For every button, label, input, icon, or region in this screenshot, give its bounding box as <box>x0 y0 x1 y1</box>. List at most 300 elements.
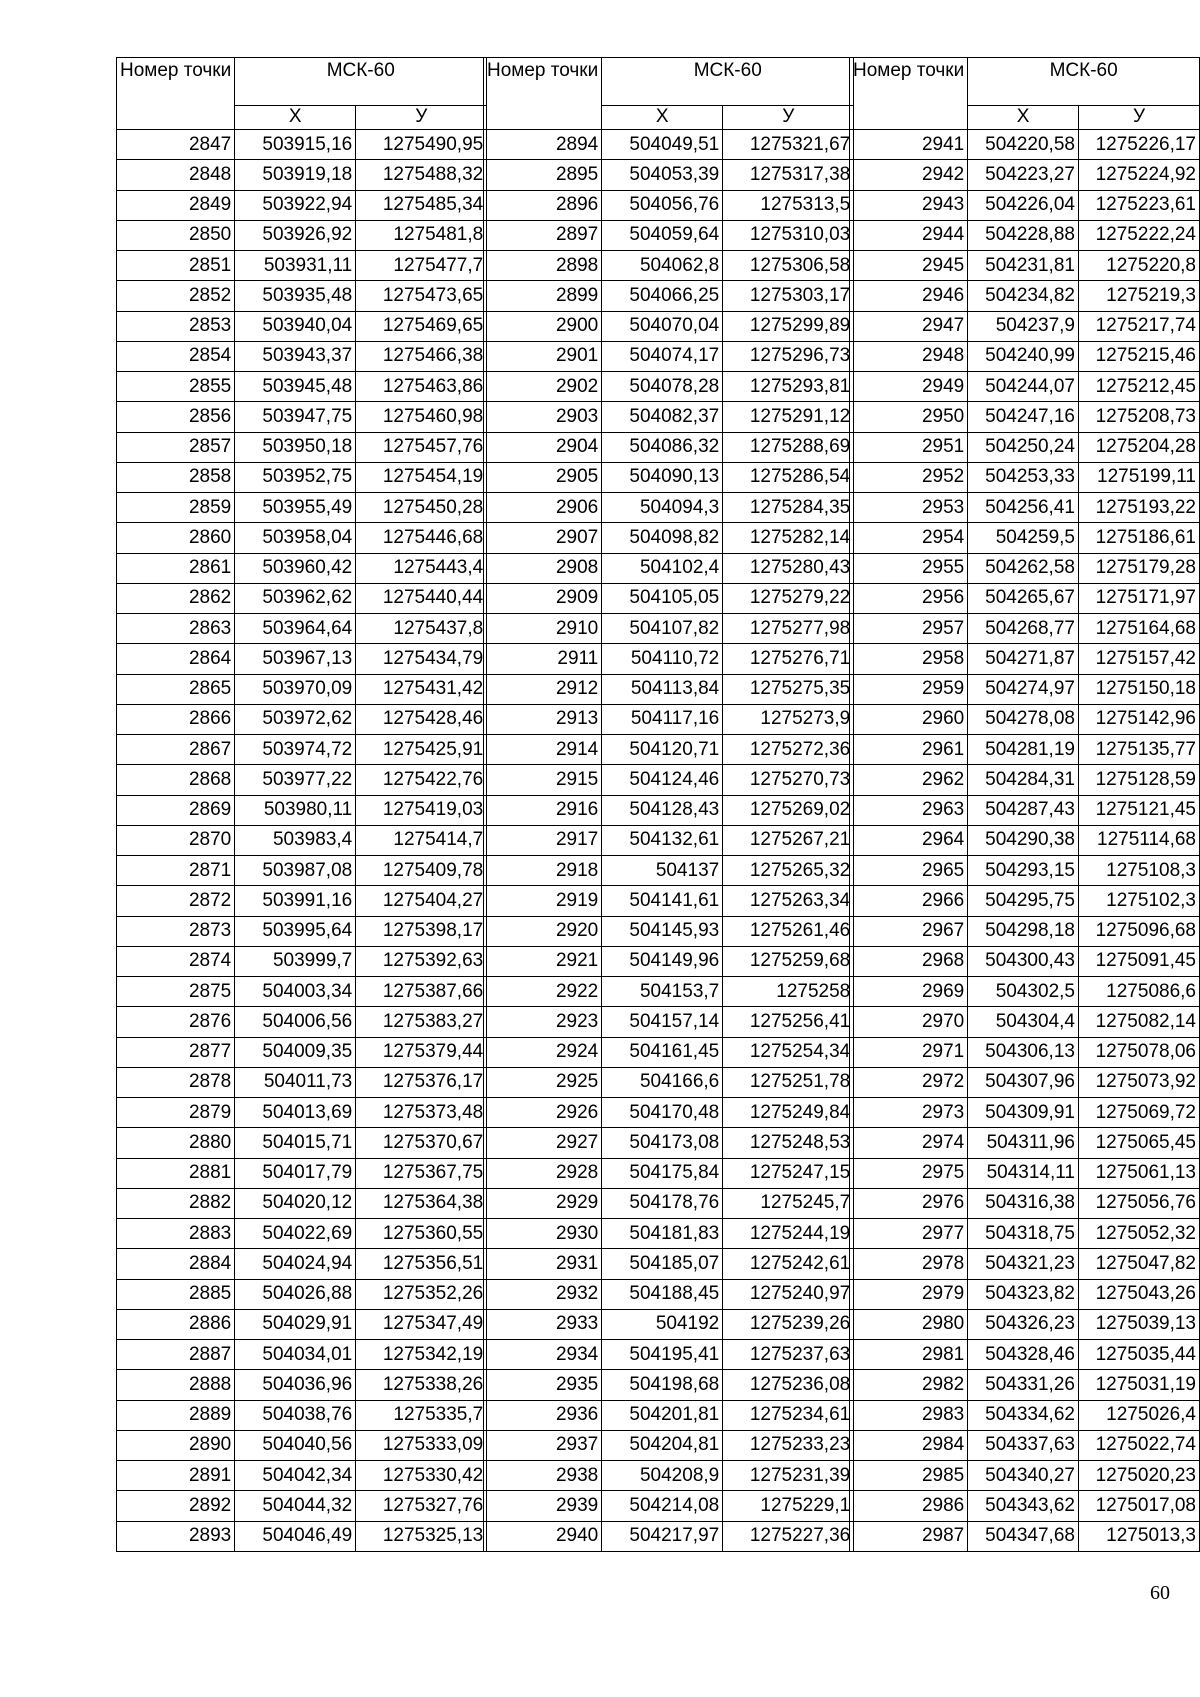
x-coordinate-cell: 504298,18 <box>968 916 1079 946</box>
table-row <box>117 1400 487 1430</box>
y-coordinate-cell: 1275150,18 <box>1078 674 1199 704</box>
x-coordinate-cell: 504217,97 <box>602 1521 723 1551</box>
x-coordinate-cell: 504062,8 <box>602 251 723 281</box>
point-number-cell: 2950 <box>850 402 968 432</box>
coordinate-table-3 <box>849 57 1200 1552</box>
header-coordinate-system: МСК-60 <box>968 58 1200 106</box>
table-row <box>117 311 487 341</box>
x-coordinate-cell: 504284,31 <box>968 765 1079 795</box>
x-coordinate-cell: 504026,88 <box>235 1279 356 1309</box>
table-row <box>484 1067 854 1097</box>
x-coordinate-cell: 504053,39 <box>602 160 723 190</box>
x-coordinate-cell: 504228,88 <box>968 220 1079 250</box>
x-coordinate-cell: 504070,04 <box>602 311 723 341</box>
point-number-cell: 2919 <box>484 886 602 916</box>
x-coordinate-cell: 504198,68 <box>602 1370 723 1400</box>
y-coordinate-cell: 1275157,42 <box>1078 644 1199 674</box>
point-number-cell: 2966 <box>850 886 968 916</box>
x-coordinate-cell: 504343,62 <box>968 1491 1079 1521</box>
table-row <box>484 765 854 795</box>
x-coordinate-cell: 503980,11 <box>235 795 356 825</box>
x-coordinate-cell: 504173,08 <box>602 1128 723 1158</box>
point-number-cell: 2955 <box>850 553 968 583</box>
point-number-cell: 2941 <box>850 130 968 160</box>
x-coordinate-cell: 503977,22 <box>235 765 356 795</box>
y-coordinate-cell: 1275347,49 <box>356 1309 487 1339</box>
table-row <box>850 1370 1200 1400</box>
y-coordinate-cell: 1275267,21 <box>723 825 854 855</box>
x-coordinate-cell: 504110,72 <box>602 644 723 674</box>
table-row <box>850 1128 1200 1158</box>
table-row <box>850 281 1200 311</box>
point-number-cell: 2968 <box>850 946 968 976</box>
x-coordinate-cell: 504265,67 <box>968 583 1079 613</box>
table-row <box>850 1491 1200 1521</box>
y-coordinate-cell: 1275226,17 <box>1078 130 1199 160</box>
point-number-cell: 2861 <box>117 553 235 583</box>
x-coordinate-cell: 504334,62 <box>968 1400 1079 1430</box>
table-row <box>850 1067 1200 1097</box>
point-number-cell: 2849 <box>117 190 235 220</box>
point-number-cell: 2944 <box>850 220 968 250</box>
point-number-cell: 2889 <box>117 1400 235 1430</box>
table-row <box>484 1128 854 1158</box>
point-number-cell: 2848 <box>117 160 235 190</box>
x-coordinate-cell: 504034,01 <box>235 1340 356 1370</box>
y-coordinate-cell: 1275227,36 <box>723 1521 854 1551</box>
table-row <box>117 1098 487 1128</box>
point-number-cell: 2958 <box>850 644 968 674</box>
x-coordinate-cell: 503995,64 <box>235 916 356 946</box>
y-coordinate-cell: 1275272,36 <box>723 735 854 765</box>
y-coordinate-cell: 1275233,23 <box>723 1430 854 1460</box>
x-coordinate-cell: 504022,69 <box>235 1219 356 1249</box>
y-coordinate-cell: 1275310,03 <box>723 220 854 250</box>
point-number-cell: 2917 <box>484 825 602 855</box>
y-coordinate-cell: 1275265,32 <box>723 856 854 886</box>
table-row <box>850 1400 1200 1430</box>
table-row <box>484 251 854 281</box>
x-coordinate-cell: 504223,27 <box>968 160 1079 190</box>
point-number-cell: 2882 <box>117 1188 235 1218</box>
y-coordinate-cell: 1275379,44 <box>356 1037 487 1067</box>
x-coordinate-cell: 503964,64 <box>235 614 356 644</box>
table-row <box>484 372 854 402</box>
x-coordinate-cell: 504244,07 <box>968 372 1079 402</box>
table-row <box>117 190 487 220</box>
table-row <box>484 886 854 916</box>
y-coordinate-cell: 1275313,5 <box>723 190 854 220</box>
point-number-cell: 2940 <box>484 1521 602 1551</box>
table-row <box>117 1037 487 1067</box>
point-number-cell: 2898 <box>484 251 602 281</box>
table-row <box>850 1521 1200 1551</box>
y-coordinate-cell: 1275409,78 <box>356 856 487 886</box>
table-row <box>117 1461 487 1491</box>
point-number-cell: 2957 <box>850 614 968 644</box>
y-coordinate-cell: 1275114,68 <box>1078 825 1199 855</box>
point-number-cell: 2865 <box>117 674 235 704</box>
table-row <box>850 795 1200 825</box>
y-coordinate-cell: 1275275,35 <box>723 674 854 704</box>
point-number-cell: 2879 <box>117 1098 235 1128</box>
y-coordinate-cell: 1275293,81 <box>723 372 854 402</box>
point-number-cell: 2850 <box>117 220 235 250</box>
x-coordinate-cell: 504078,28 <box>602 372 723 402</box>
y-coordinate-cell: 1275376,17 <box>356 1067 487 1097</box>
y-coordinate-cell: 1275229,1 <box>723 1491 854 1521</box>
point-number-cell: 2902 <box>484 372 602 402</box>
y-coordinate-cell: 1275325,13 <box>356 1521 487 1551</box>
point-number-cell: 2948 <box>850 341 968 371</box>
x-coordinate-cell: 504237,9 <box>968 311 1079 341</box>
x-coordinate-cell: 504117,16 <box>602 704 723 734</box>
header-coordinate-system: МСК-60 <box>602 58 854 106</box>
y-coordinate-cell: 1275296,73 <box>723 341 854 371</box>
point-number-cell: 2969 <box>850 977 968 1007</box>
x-coordinate-cell: 504247,16 <box>968 402 1079 432</box>
table-row <box>117 765 487 795</box>
table-row <box>117 160 487 190</box>
point-number-cell: 2858 <box>117 462 235 492</box>
x-coordinate-cell: 504195,41 <box>602 1340 723 1370</box>
y-coordinate-cell: 1275473,65 <box>356 281 487 311</box>
x-coordinate-cell: 503967,13 <box>235 644 356 674</box>
point-number-cell: 2885 <box>117 1279 235 1309</box>
table-row <box>117 341 487 371</box>
point-number-cell: 2967 <box>850 916 968 946</box>
point-number-cell: 2867 <box>117 735 235 765</box>
table-row <box>484 341 854 371</box>
table-row <box>850 946 1200 976</box>
point-number-cell: 2947 <box>850 311 968 341</box>
y-coordinate-cell: 1275279,22 <box>723 583 854 613</box>
y-coordinate-cell: 1275236,08 <box>723 1370 854 1400</box>
x-coordinate-cell: 504262,58 <box>968 553 1079 583</box>
y-coordinate-cell: 1275373,48 <box>356 1098 487 1128</box>
y-coordinate-cell: 1275091,45 <box>1078 946 1199 976</box>
table-row <box>850 311 1200 341</box>
x-coordinate-cell: 504038,76 <box>235 1400 356 1430</box>
point-number-cell: 2983 <box>850 1400 968 1430</box>
table-row <box>484 1219 854 1249</box>
point-number-cell: 2892 <box>117 1491 235 1521</box>
table-row <box>850 614 1200 644</box>
y-coordinate-cell: 1275342,19 <box>356 1340 487 1370</box>
table-row <box>850 523 1200 553</box>
y-coordinate-cell: 1275212,45 <box>1078 372 1199 402</box>
table-row <box>117 372 487 402</box>
point-number-cell: 2981 <box>850 1340 968 1370</box>
x-coordinate-cell: 504293,15 <box>968 856 1079 886</box>
point-number-cell: 2888 <box>117 1370 235 1400</box>
y-coordinate-cell: 1275069,72 <box>1078 1098 1199 1128</box>
table-row <box>484 1158 854 1188</box>
table-row <box>484 402 854 432</box>
y-coordinate-cell: 1275065,45 <box>1078 1128 1199 1158</box>
point-number-cell: 2855 <box>117 372 235 402</box>
x-coordinate-cell: 504306,13 <box>968 1037 1079 1067</box>
table-row <box>117 281 487 311</box>
y-coordinate-cell: 1275086,6 <box>1078 977 1199 1007</box>
point-number-cell: 2886 <box>117 1309 235 1339</box>
x-coordinate-cell: 503974,72 <box>235 735 356 765</box>
x-coordinate-cell: 504234,82 <box>968 281 1079 311</box>
table-row <box>850 825 1200 855</box>
y-coordinate-cell: 1275056,76 <box>1078 1188 1199 1218</box>
x-coordinate-cell: 504082,37 <box>602 402 723 432</box>
table-row <box>850 583 1200 613</box>
point-number-cell: 2873 <box>117 916 235 946</box>
y-coordinate-cell: 1275383,27 <box>356 1007 487 1037</box>
point-number-cell: 2987 <box>850 1521 968 1551</box>
x-coordinate-cell: 504029,91 <box>235 1309 356 1339</box>
x-coordinate-cell: 503999,7 <box>235 946 356 976</box>
point-number-cell: 2913 <box>484 704 602 734</box>
point-number-cell: 2929 <box>484 1188 602 1218</box>
x-coordinate-cell: 504132,61 <box>602 825 723 855</box>
table-row <box>117 493 487 523</box>
table-row <box>117 1128 487 1158</box>
point-number-cell: 2971 <box>850 1037 968 1067</box>
point-number-cell: 2964 <box>850 825 968 855</box>
x-coordinate-cell: 504175,84 <box>602 1158 723 1188</box>
table-row <box>850 1007 1200 1037</box>
table-row <box>850 493 1200 523</box>
y-coordinate-cell: 1275035,44 <box>1078 1340 1199 1370</box>
point-number-cell: 2920 <box>484 916 602 946</box>
table-row <box>850 402 1200 432</box>
point-number-cell: 2874 <box>117 946 235 976</box>
x-coordinate-cell: 504192 <box>602 1309 723 1339</box>
table-row <box>117 825 487 855</box>
table-row <box>484 977 854 1007</box>
table-row <box>484 281 854 311</box>
point-number-cell: 2891 <box>117 1461 235 1491</box>
table-row <box>484 1007 854 1037</box>
y-coordinate-cell: 1275017,08 <box>1078 1491 1199 1521</box>
x-coordinate-cell: 504214,08 <box>602 1491 723 1521</box>
point-number-cell: 2916 <box>484 795 602 825</box>
y-coordinate-cell: 1275121,45 <box>1078 795 1199 825</box>
y-coordinate-cell: 1275450,28 <box>356 493 487 523</box>
x-coordinate-cell: 504314,11 <box>968 1158 1079 1188</box>
y-coordinate-cell: 1275284,35 <box>723 493 854 523</box>
point-number-cell: 2863 <box>117 614 235 644</box>
point-number-cell: 2952 <box>850 462 968 492</box>
table-row <box>117 1007 487 1037</box>
y-coordinate-cell: 1275199,11 <box>1078 462 1199 492</box>
point-number-cell: 2986 <box>850 1491 968 1521</box>
y-coordinate-cell: 1275259,68 <box>723 946 854 976</box>
y-coordinate-cell: 1275437,8 <box>356 614 487 644</box>
table-row <box>484 1461 854 1491</box>
table-row <box>117 1370 487 1400</box>
table-row <box>117 1491 487 1521</box>
x-coordinate-cell: 504256,41 <box>968 493 1079 523</box>
y-coordinate-cell: 1275404,27 <box>356 886 487 916</box>
table-row <box>484 614 854 644</box>
table-row <box>850 1219 1200 1249</box>
y-coordinate-cell: 1275096,68 <box>1078 916 1199 946</box>
table-row <box>117 886 487 916</box>
table-row <box>484 1309 854 1339</box>
x-coordinate-cell: 504302,5 <box>968 977 1079 1007</box>
table-row <box>850 372 1200 402</box>
point-number-cell: 2942 <box>850 160 968 190</box>
table-row <box>117 402 487 432</box>
point-number-cell: 2933 <box>484 1309 602 1339</box>
x-coordinate-cell: 503972,62 <box>235 704 356 734</box>
table-row <box>117 614 487 644</box>
y-coordinate-cell: 1275370,67 <box>356 1128 487 1158</box>
x-coordinate-cell: 504271,87 <box>968 644 1079 674</box>
y-coordinate-cell: 1275387,66 <box>356 977 487 1007</box>
y-coordinate-cell: 1275469,65 <box>356 311 487 341</box>
point-number-cell: 2977 <box>850 1219 968 1249</box>
x-coordinate-cell: 504337,63 <box>968 1430 1079 1460</box>
x-coordinate-cell: 504046,49 <box>235 1521 356 1551</box>
x-coordinate-cell: 504311,96 <box>968 1128 1079 1158</box>
x-coordinate-cell: 504044,32 <box>235 1491 356 1521</box>
x-coordinate-cell: 504328,46 <box>968 1340 1079 1370</box>
table-row <box>117 251 487 281</box>
y-coordinate-cell: 1275276,71 <box>723 644 854 674</box>
point-number-cell: 2963 <box>850 795 968 825</box>
point-number-cell: 2847 <box>117 130 235 160</box>
point-number-cell: 2875 <box>117 977 235 1007</box>
table-row <box>117 704 487 734</box>
point-number-cell: 2893 <box>117 1521 235 1551</box>
point-number-cell: 2936 <box>484 1400 602 1430</box>
y-coordinate-cell: 1275280,43 <box>723 553 854 583</box>
table-row <box>850 1037 1200 1067</box>
table-row <box>850 644 1200 674</box>
x-coordinate-cell: 504231,81 <box>968 251 1079 281</box>
table-row <box>850 1188 1200 1218</box>
header-x: Х <box>968 106 1079 130</box>
x-coordinate-cell: 504188,45 <box>602 1279 723 1309</box>
table-row <box>850 553 1200 583</box>
y-coordinate-cell: 1275073,92 <box>1078 1067 1199 1097</box>
x-coordinate-cell: 504102,4 <box>602 553 723 583</box>
point-number-cell: 2876 <box>117 1007 235 1037</box>
y-coordinate-cell: 1275039,13 <box>1078 1309 1199 1339</box>
x-coordinate-cell: 504113,84 <box>602 674 723 704</box>
table-row <box>850 1098 1200 1128</box>
y-coordinate-cell: 1275247,15 <box>723 1158 854 1188</box>
x-coordinate-cell: 504009,35 <box>235 1037 356 1067</box>
point-number-cell: 2870 <box>117 825 235 855</box>
point-number-cell: 2956 <box>850 583 968 613</box>
point-number-cell: 2871 <box>117 856 235 886</box>
y-coordinate-cell: 1275466,38 <box>356 341 487 371</box>
table-row <box>117 1521 487 1551</box>
table-row <box>484 493 854 523</box>
y-coordinate-cell: 1275219,3 <box>1078 281 1199 311</box>
point-number-cell: 2960 <box>850 704 968 734</box>
point-number-cell: 2938 <box>484 1461 602 1491</box>
y-coordinate-cell: 1275258 <box>723 977 854 1007</box>
point-number-cell: 2894 <box>484 130 602 160</box>
point-number-cell: 2899 <box>484 281 602 311</box>
point-number-cell: 2930 <box>484 1219 602 1249</box>
y-coordinate-cell: 1275208,73 <box>1078 402 1199 432</box>
x-coordinate-cell: 503950,18 <box>235 432 356 462</box>
point-number-cell: 2928 <box>484 1158 602 1188</box>
y-coordinate-cell: 1275239,26 <box>723 1309 854 1339</box>
x-coordinate-cell: 504250,24 <box>968 432 1079 462</box>
header-point-number: Номер точки <box>117 58 235 130</box>
point-number-cell: 2931 <box>484 1249 602 1279</box>
table-row <box>850 1309 1200 1339</box>
y-coordinate-cell: 1275440,44 <box>356 583 487 613</box>
x-coordinate-cell: 503952,75 <box>235 462 356 492</box>
table-row <box>484 1370 854 1400</box>
y-coordinate-cell: 1275128,59 <box>1078 765 1199 795</box>
y-coordinate-cell: 1275102,3 <box>1078 886 1199 916</box>
table-row <box>484 735 854 765</box>
point-number-cell: 2922 <box>484 977 602 1007</box>
table-row <box>850 341 1200 371</box>
y-coordinate-cell: 1275245,7 <box>723 1188 854 1218</box>
x-coordinate-cell: 503943,37 <box>235 341 356 371</box>
coordinate-table-1 <box>116 57 487 1552</box>
x-coordinate-cell: 504347,68 <box>968 1521 1079 1551</box>
table-row <box>484 1279 854 1309</box>
point-number-cell: 2872 <box>117 886 235 916</box>
table-row <box>850 1461 1200 1491</box>
table-row <box>117 432 487 462</box>
y-coordinate-cell: 1275330,42 <box>356 1461 487 1491</box>
y-coordinate-cell: 1275217,74 <box>1078 311 1199 341</box>
table-row <box>850 1249 1200 1279</box>
table-row <box>484 1340 854 1370</box>
coordinate-table-2 <box>483 57 854 1552</box>
y-coordinate-cell: 1275215,46 <box>1078 341 1199 371</box>
x-coordinate-cell: 504128,43 <box>602 795 723 825</box>
x-coordinate-cell: 504011,73 <box>235 1067 356 1097</box>
y-coordinate-cell: 1275020,23 <box>1078 1461 1199 1491</box>
y-coordinate-cell: 1275231,39 <box>723 1461 854 1491</box>
y-coordinate-cell: 1275333,09 <box>356 1430 487 1460</box>
table-row <box>117 1158 487 1188</box>
x-coordinate-cell: 504066,25 <box>602 281 723 311</box>
x-coordinate-cell: 504304,4 <box>968 1007 1079 1037</box>
header-y: У <box>723 106 854 130</box>
point-number-cell: 2896 <box>484 190 602 220</box>
x-coordinate-cell: 503991,16 <box>235 886 356 916</box>
point-number-cell: 2921 <box>484 946 602 976</box>
point-number-cell: 2904 <box>484 432 602 462</box>
y-coordinate-cell: 1275082,14 <box>1078 1007 1199 1037</box>
table-row <box>484 946 854 976</box>
x-coordinate-cell: 504326,23 <box>968 1309 1079 1339</box>
point-number-cell: 2925 <box>484 1067 602 1097</box>
point-number-cell: 2976 <box>850 1188 968 1218</box>
point-number-cell: 2924 <box>484 1037 602 1067</box>
x-coordinate-cell: 504166,6 <box>602 1067 723 1097</box>
point-number-cell: 2949 <box>850 372 968 402</box>
y-coordinate-cell: 1275244,19 <box>723 1219 854 1249</box>
y-coordinate-cell: 1275249,84 <box>723 1098 854 1128</box>
y-coordinate-cell: 1275392,63 <box>356 946 487 976</box>
point-number-cell: 2853 <box>117 311 235 341</box>
point-number-cell: 2954 <box>850 523 968 553</box>
point-number-cell: 2908 <box>484 553 602 583</box>
x-coordinate-cell: 504278,08 <box>968 704 1079 734</box>
point-number-cell: 2973 <box>850 1098 968 1128</box>
